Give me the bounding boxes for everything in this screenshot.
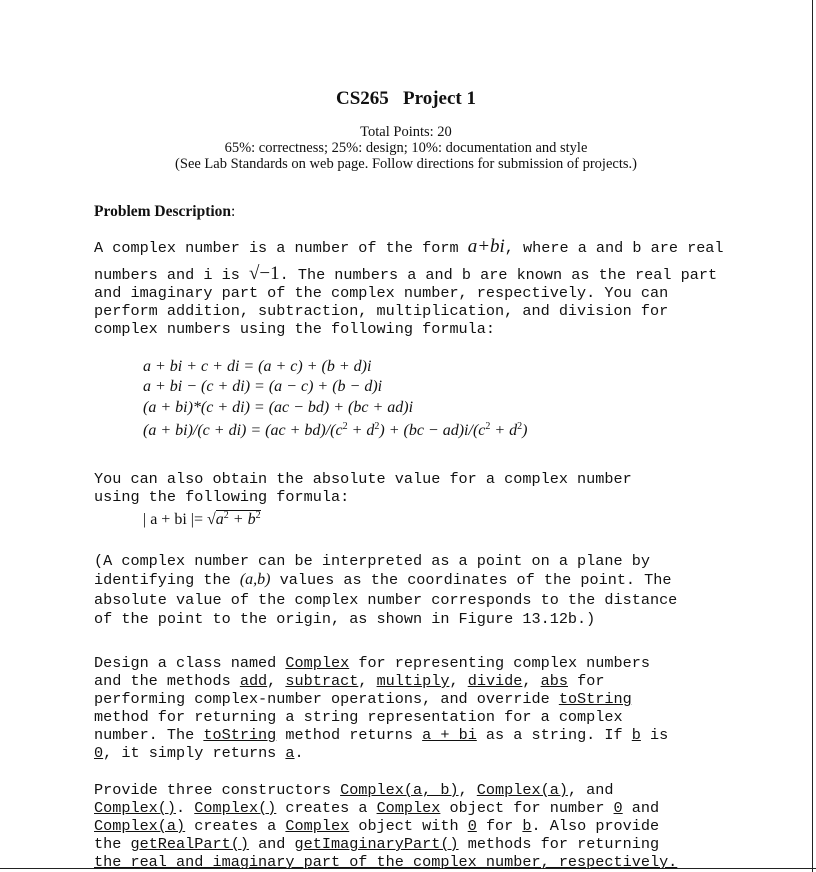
design-text: for (567, 672, 605, 690)
design-text: is (640, 726, 669, 744)
ctors-text: Provide three constructors (94, 781, 341, 799)
code-complex-a: Complex(a) (476, 781, 568, 799)
ctors-text: and (622, 799, 660, 817)
code-tostring: toString (203, 726, 277, 744)
code-a: a (285, 744, 295, 762)
formula-part: ) (522, 422, 528, 439)
absolute-line-1: You can also obtain the absolute value for a complex number (94, 470, 632, 488)
ctors-text: and (248, 835, 295, 853)
design-line-5 (94, 726, 668, 744)
intro-math-sqrt: √−1 (248, 263, 280, 284)
code-a-plus-bi: a + bi (422, 726, 477, 744)
design-text: . (294, 744, 304, 762)
intro-text: . The numbers a and b are known as the real part (279, 266, 718, 284)
formula-exponent: 2 (374, 421, 380, 432)
total-points: Total Points: 20 (360, 124, 452, 140)
design-text: , it simply returns (103, 744, 286, 762)
formula-part: ) + (bc − ad)i/(c (379, 422, 486, 439)
section-heading (94, 203, 235, 221)
ctors-text: , (458, 781, 477, 799)
code-complex: Complex (285, 817, 350, 835)
ctors-line-4 (94, 835, 659, 853)
ctors-text: methods for returning (458, 835, 660, 853)
paren-line-1: (A complex number can be interpreted as a point on a plane by (94, 552, 650, 570)
ctors-line-5: the real and imaginary part of the complex number, respectively. (94, 853, 678, 871)
code-tostring: toString (558, 690, 632, 708)
intro-line-3: and imaginary part of the complex number, respectively. You can (94, 284, 669, 302)
formula-exponent: 2 (485, 421, 491, 432)
code-multiply: multiply (376, 672, 450, 690)
ctors-text: creates a (185, 817, 286, 835)
ctors-text: for (476, 817, 523, 835)
design-line-1 (94, 654, 650, 672)
formula-subtraction: a + bi − (c + di) = (a − c) + (b − d)i (143, 378, 383, 395)
paren-line-3: absolute value of the complex number corresponds to the distance (94, 591, 678, 609)
code-abs: abs (540, 672, 568, 690)
ctors-text: . Also provide (531, 817, 660, 835)
sqrt-radicand (216, 510, 261, 528)
design-text: , (522, 672, 541, 690)
ctors-line-1 (94, 781, 614, 799)
design-text: as a string. If (476, 726, 632, 744)
design-text: , (267, 672, 286, 690)
paren-math-ab: (a,b) (239, 571, 271, 588)
intro-line-4: perform addition, subtraction, multiplication, and division for (94, 302, 669, 320)
formula-exponent: 2 (223, 510, 229, 521)
design-text: , (449, 672, 468, 690)
code-subtract: subtract (285, 672, 359, 690)
ctors-line-3 (94, 817, 659, 835)
formula-exponent: 2 (517, 421, 523, 432)
formula-part: + b (228, 511, 256, 528)
paren-line-2 (94, 571, 672, 589)
paren-text: values as the coordinates of the point. The (270, 571, 672, 589)
code-complex-ab: Complex(a, b) (340, 781, 459, 799)
intro-line-2 (94, 265, 717, 284)
design-text: method returns (276, 726, 423, 744)
code-getimaginarypart: getImaginaryPart() (294, 835, 459, 853)
code-complex-a: Complex(a) (94, 817, 186, 835)
code-zero: 0 (467, 817, 477, 835)
formula-absolute-value (143, 510, 261, 529)
code-b: b (522, 817, 532, 835)
ctors-text: the (94, 835, 131, 853)
page-edge-right (812, 0, 813, 872)
formula-part: | a + bi |= √ (143, 511, 216, 528)
code-b: b (631, 726, 641, 744)
design-text: performing complex-number operations, and override (94, 690, 559, 708)
design-line-3 (94, 690, 632, 708)
formula-division (143, 421, 528, 440)
design-text: number. The (94, 726, 204, 744)
formula-exponent: 2 (255, 510, 261, 521)
ctors-text: object with (349, 817, 468, 835)
design-line-6 (94, 744, 304, 762)
code-complex: Complex (285, 654, 350, 672)
paren-text: identifying the (94, 571, 240, 589)
intro-line-1 (94, 238, 724, 257)
ctors-text: . (176, 799, 195, 817)
code-zero: 0 (613, 799, 623, 817)
intro-math-abi: a+bi (467, 236, 505, 257)
code-add: add (239, 672, 268, 690)
formula-part: + d (347, 422, 375, 439)
ctors-text: , and (567, 781, 614, 799)
ctors-text: creates a (276, 799, 377, 817)
paren-line-4: of the point to the origin, as shown in Figure 13.12b.) (94, 610, 596, 628)
intro-line-5: complex numbers using the following formula: (94, 320, 496, 338)
submission-note: (See Lab Standards on web page. Follow directions for submission of projects.) (175, 156, 637, 172)
code-divide: divide (467, 672, 523, 690)
formula-exponent: 2 (342, 421, 348, 432)
code-complex: Complex (376, 799, 441, 817)
code-getrealpart: getRealPart() (130, 835, 249, 853)
formula-part: + d (490, 422, 518, 439)
formula-part: a (215, 511, 224, 528)
section-heading-text: Problem Description (94, 203, 232, 220)
absolute-line-2: using the following formula: (94, 488, 350, 506)
design-line-2 (94, 672, 604, 690)
document-title: CS265 Project 1 (335, 88, 476, 109)
formula-part: (a + bi)/(c + di) = (ac + bd)/(c (143, 422, 343, 439)
code-zero: 0 (94, 744, 104, 762)
design-text: Design a class named (94, 654, 286, 672)
code-complex-noarg: Complex() (194, 799, 277, 817)
design-line-4: method for returning a string representation for a complex (94, 708, 623, 726)
formula-addition: a + bi + c + di = (a + c) + (b + d)i (143, 358, 372, 375)
intro-text: A complex number is a number of the form (94, 239, 468, 257)
section-heading-colon: : (231, 203, 236, 220)
design-text: for representing complex numbers (349, 654, 650, 672)
design-text: and the methods (94, 672, 240, 690)
code-complex-noarg: Complex() (94, 799, 177, 817)
intro-text: , where a and b are real (504, 239, 724, 257)
design-text: , (358, 672, 377, 690)
intro-text: numbers and i is (94, 266, 249, 284)
ctors-text: object for number (440, 799, 614, 817)
ctors-line-2 (94, 799, 659, 817)
grading-weights: 65%: correctness; 25%: design; 10%: documentation and style (224, 140, 588, 156)
formula-multiplication: (a + bi)*(c + di) = (ac − bd) + (bc + ad)i (143, 399, 414, 416)
